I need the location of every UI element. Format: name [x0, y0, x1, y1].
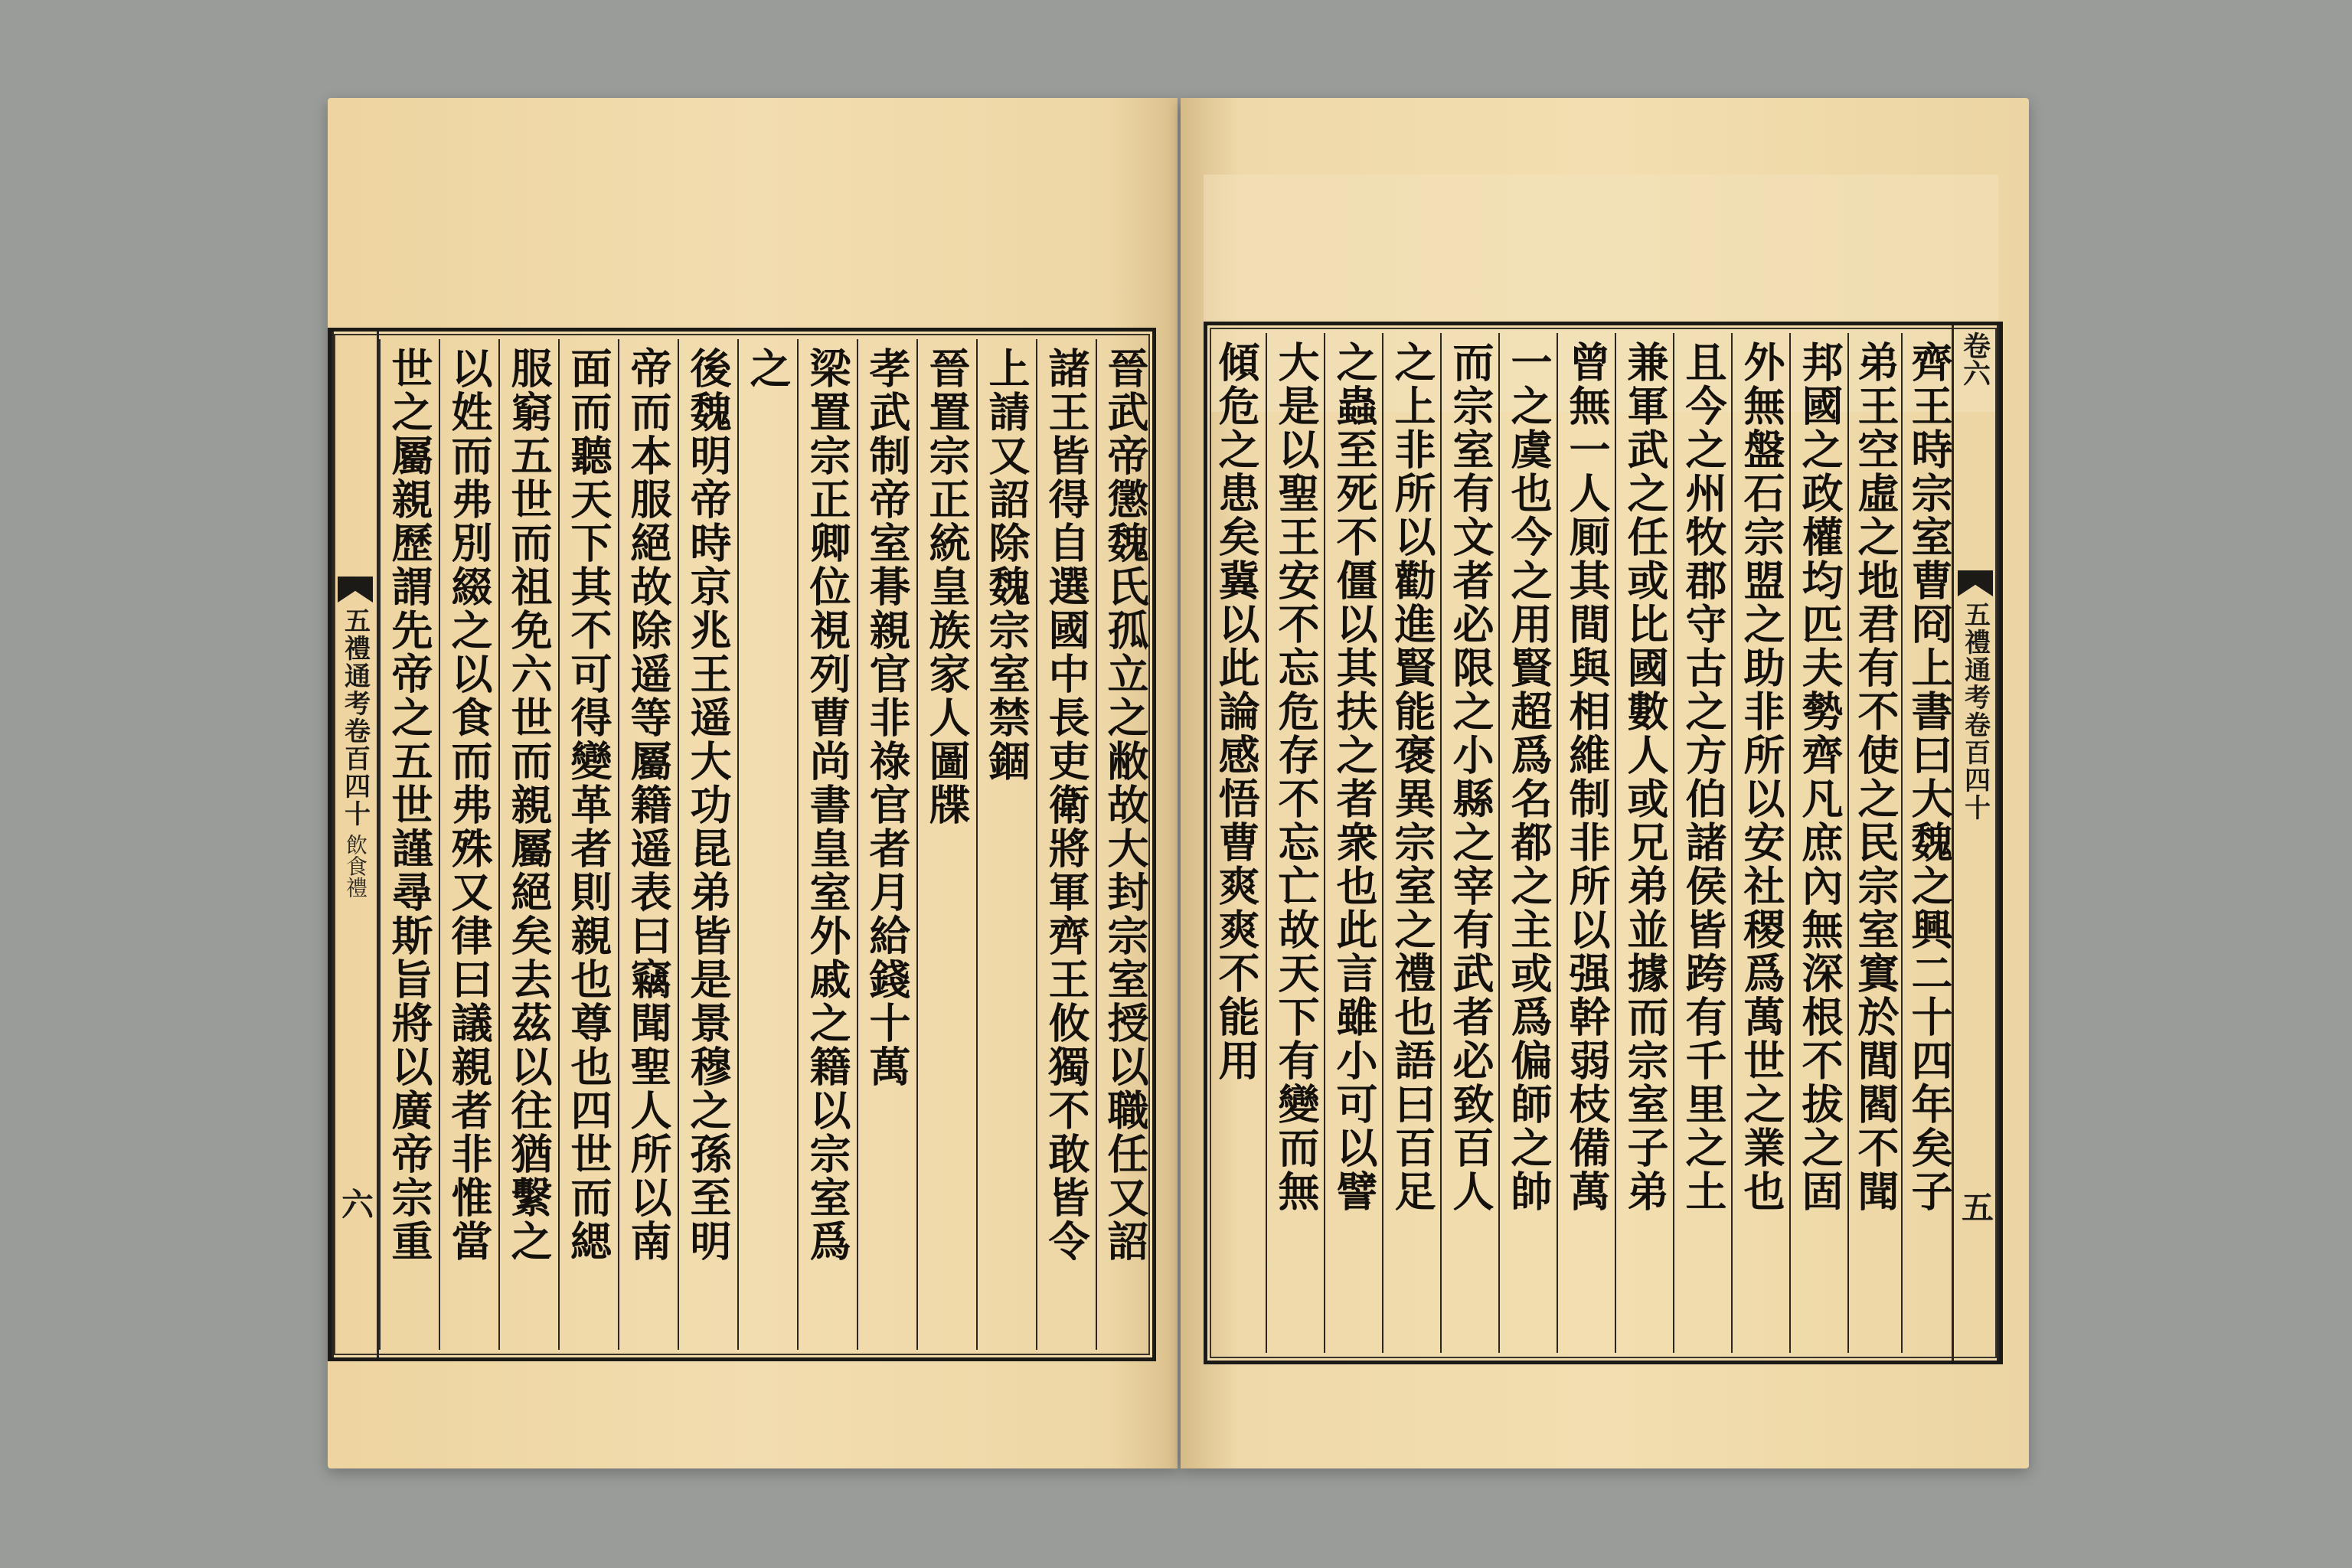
- text-column: [1731, 333, 1791, 1353]
- text-column: [678, 339, 737, 1350]
- text-column: [498, 339, 558, 1350]
- column-text: 晉置宗正統皇族家人圖牒: [923, 347, 972, 827]
- text-column: [1324, 333, 1383, 1353]
- text-column: [379, 339, 439, 1350]
- text-column: [797, 339, 857, 1350]
- text-column: [1498, 333, 1558, 1353]
- column-text: 晉武帝懲魏氏孤立之敝故大封宗室授以職任又詔: [1101, 347, 1150, 1263]
- text-column: [439, 339, 498, 1350]
- column-text: 一之虞也今之用賢超爲名都之主或爲偏師之帥: [1504, 341, 1553, 1214]
- text-column: [1615, 333, 1674, 1353]
- column-text: 齊王時宗室曹冏上書曰大魏之興二十四年矣子: [1905, 341, 1954, 1214]
- text-column: [1673, 333, 1733, 1353]
- left-text-frame: [328, 328, 1156, 1361]
- column-text: 帝而本服絕故除遥等屬籍遥表曰竊聞聖人所以南: [624, 347, 673, 1263]
- right-top-mark: 卷六: [1958, 332, 1991, 387]
- column-text: 之蟲至死不僵以其扶之者衆也此言雖小可以譬: [1330, 341, 1379, 1214]
- text-column: [618, 339, 678, 1350]
- column-text: 上請又詔除魏宗室禁錮: [982, 347, 1031, 783]
- text-column: [857, 339, 916, 1350]
- column-text: 梁置宗正卿位視列曹尚書皇室外戚之籍以宗室爲: [803, 347, 852, 1263]
- text-column: [1557, 333, 1616, 1353]
- column-text: 曾無一人厠其間與相維制非所以强幹弱枝備萬: [1563, 341, 1612, 1214]
- text-column: [1847, 333, 1903, 1353]
- column-text: 面而聽天下其不可得變革者則親也尊也四世而緦: [564, 347, 613, 1263]
- column-text: 孝武制帝室朞親官非祿官者月給錢十萬: [863, 347, 912, 1089]
- right-center-column: [1952, 325, 1999, 1361]
- left-center-title: 五禮通考卷百四十: [339, 607, 371, 828]
- text-column: [558, 339, 618, 1350]
- left-center-section: 飲食禮: [343, 834, 368, 898]
- text-column: [1266, 333, 1325, 1353]
- text-column: [1382, 333, 1442, 1353]
- fishtail-mark: [338, 577, 373, 603]
- column-text: 邦國之政權均匹夫勢齊凡庶內無深根不拔之固: [1795, 341, 1844, 1214]
- column-text: 大是以聖王安不忘危存不忘亡故天下有變而無: [1272, 341, 1321, 1214]
- text-column: [1207, 333, 1266, 1353]
- column-text: 之: [743, 347, 792, 390]
- left-center-column: [332, 332, 379, 1357]
- column-text: 兼軍武之任或比國數人或兄弟並據而宗室子弟: [1621, 341, 1670, 1214]
- text-column: [976, 339, 1036, 1350]
- text-column: [1789, 333, 1849, 1353]
- text-column: [1901, 333, 1956, 1353]
- column-text: 傾危之患矣冀以此論感悟曹爽爽不能用: [1212, 341, 1261, 1083]
- column-text: 而宗室有文者必限之小縣之宰有武者必致百人: [1446, 341, 1495, 1214]
- text-column: [1096, 339, 1154, 1350]
- column-text: 世之屬親歷謂先帝之五世謹尋斯旨將以廣帝宗重: [385, 347, 434, 1263]
- column-text: 之上非所以勸進賢能褒異宗室之禮也語曰百足: [1388, 341, 1437, 1214]
- column-text: 後魏明帝時京兆王遥大功昆弟皆是景穆之孫至明: [684, 347, 733, 1263]
- column-text: 以姓而弗別綴之以食而弗殊又律曰議親者非惟當: [445, 347, 494, 1263]
- right-center-title: 五禮通考卷百四十: [1959, 601, 1991, 822]
- right-page-number: 五: [1957, 1191, 1994, 1223]
- column-text: 且今之州牧郡守古之方伯諸侯皆跨有千里之土: [1679, 341, 1728, 1214]
- column-text: 弟王空虛之地君有不使之民宗室窴於閭閻不聞: [1851, 341, 1900, 1214]
- column-text: 外無盤石宗盟之助非所以安社稷爲萬世之業也: [1737, 341, 1786, 1214]
- text-column: [737, 339, 797, 1350]
- text-column: [916, 339, 976, 1350]
- column-text: 諸王皆得自選國中長吏衛將軍齊王攸獨不敢皆令: [1042, 347, 1091, 1263]
- text-column: [1036, 339, 1096, 1350]
- column-text: 服窮五世而祖免六世而親屬絕矣去茲以往猶繫之: [505, 347, 554, 1263]
- fishtail-mark: [1958, 570, 1993, 596]
- left-page-number: 六: [337, 1187, 374, 1220]
- right-text-frame: [1204, 322, 2003, 1364]
- text-column: [1440, 333, 1500, 1353]
